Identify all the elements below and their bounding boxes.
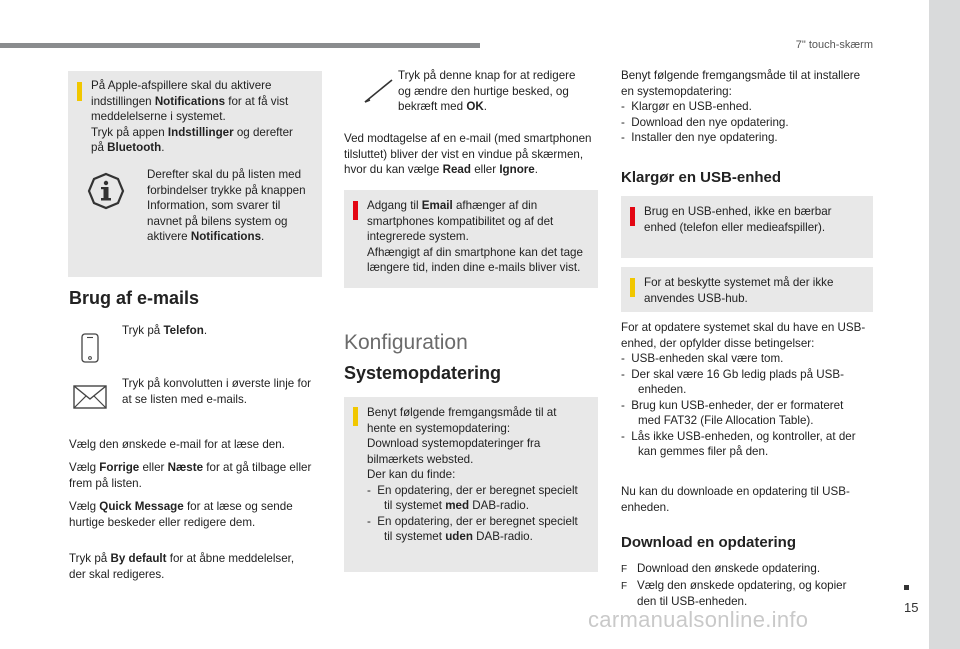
- prepare-usb-title: Klargør en USB-enhed: [621, 169, 782, 186]
- prev-next-text: Vælg Forrige eller Næste for at gå tilbage eller frem på listen.: [69, 461, 312, 490]
- information-icon: [87, 172, 125, 210]
- email-warning-text: Adgang til Email afhænger af din smartphones kompatibilitet og af det integrerede system. Afhængigt af din smartphone kan det tage længere tid, inden dine e-mails bliver vist.: [367, 199, 583, 274]
- phone-instruction: Tryk på Telefon.: [122, 324, 208, 337]
- phone-icon: [80, 333, 100, 363]
- select-email-text: Vælg den ønskede e-mail for at læse den.: [69, 438, 285, 451]
- warning-marker-icon: [353, 201, 358, 220]
- info-marker-icon: [630, 278, 635, 297]
- warning-marker-icon: [630, 207, 635, 226]
- page-header: 7" touch-skærm: [795, 39, 873, 51]
- info-marker-icon: [77, 82, 82, 101]
- usb-hub-info-text: For at beskytte systemet må der ikke anvendes USB-hub.: [644, 276, 834, 305]
- envelope-icon: [73, 385, 107, 409]
- download-update-title: Download en opdatering: [621, 534, 796, 551]
- header-rule: [0, 43, 480, 48]
- list-item: F Download den ønskede opdatering.: [621, 561, 883, 578]
- pencil-instruction: Tryk på denne knap for at redigere og ændre den hurtige besked, og bekræft med OK.: [398, 69, 576, 113]
- download-steps: F Download den ønskede opdatering. F Vælg den ønskede opdatering, og kopier den til USB-enheden.: [621, 561, 883, 610]
- download-to-usb-text: Nu kan du downloade en opdatering til USB- enheden.: [621, 485, 850, 514]
- step-marker-icon: F: [621, 580, 628, 592]
- install-intro-text: Benyt følgende fremgangsmåde til at installere en systemopdatering: - Klargør en USB-enhed. - Download den nye opdatering. - Installer den nye opdatering.: [621, 69, 861, 144]
- apple-info-subtext: Derefter skal du på listen med forbindelser trykke på knappen Information, som svarer til navnet på bilens system og aktivere Notifications.: [147, 168, 306, 243]
- email-section-title: Brug af e-mails: [69, 288, 200, 308]
- page-number: 15: [904, 600, 919, 615]
- usb-requirements-text: For at opdatere systemet skal du have en USB- enhed, der opfylder disse betingelser: - USB-enheden skal være tom. - Der skal være 16 Gb ledig plads på USB- enheden. - Brug kun USB-enheder, der er formateret med FAT32 (File Allocation Table). - Lås ikke USB-enheden, og kontroller, at der kan gemmes filer på den.: [621, 321, 866, 458]
- watermark: carmanualsonline.info: [588, 607, 809, 632]
- email-receive-text: Ved modtagelse af en e-mail (med smartphonen tilsluttet) bliver der vist en vindue på skærmen, hvor du kan vælge Read eller Ignore.: [344, 132, 592, 176]
- list-item: F Vælg den ønskede opdatering, og kopier: [621, 578, 883, 595]
- apple-info-text: På Apple-afspillere skal du aktivere indstillingen Notifications for at få vist meddelelserne i systemet. Tryk på appen Indstillinger og derefter på Bluetooth.: [91, 79, 293, 154]
- page-number-mark: [904, 585, 909, 590]
- pencil-icon: [362, 77, 396, 105]
- info-marker-icon: [353, 407, 358, 426]
- configuration-title: Konfiguration: [344, 331, 468, 354]
- usb-warning-text: Brug en USB-enhed, ikke en bærbar enhed (telefon eller medieafspiller).: [644, 205, 832, 234]
- by-default-text: Tryk på By default for at åbne meddelelser, der skal redigeres.: [69, 552, 295, 581]
- envelope-instruction: Tryk på konvolutten i øverste linje for at se listen med e-mails.: [122, 377, 312, 406]
- side-tab-strip: [929, 0, 960, 649]
- quick-message-text: Vælg Quick Message for at læse og sende hurtige beskeder eller redigere dem.: [69, 500, 293, 529]
- system-update-title: Systemopdatering: [344, 363, 502, 383]
- step-marker-icon: F: [621, 564, 628, 575]
- system-update-info-text: Benyt følgende fremgangsmåde til at hente en systemopdatering: Download systemopdateringer fra bilmærkets websted. Der kan du finde: - En opdatering, der er beregnet specielt til systemet med DAB-radio. - En opdatering, der er beregnet specielt til systemet uden DAB-radio.: [367, 406, 578, 543]
